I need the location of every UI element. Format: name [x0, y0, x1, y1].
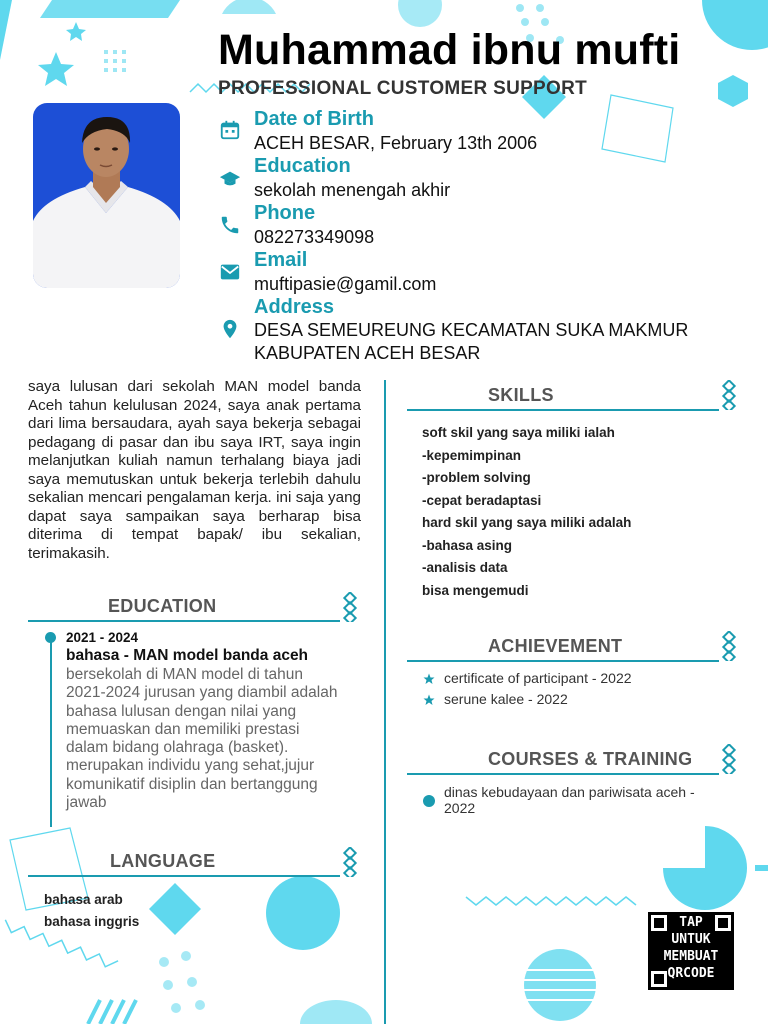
education-school: bahasa - MAN model banda aceh [66, 647, 309, 664]
achievement-item: serune kalee - 2022 [444, 691, 568, 707]
achievement-item: certificate of participant - 2022 [444, 670, 632, 686]
language-section-underline [28, 875, 340, 877]
address-line-2: KABUPATEN ACEH BESAR [254, 343, 481, 363]
skill-item: -kepemimpinan [422, 447, 522, 463]
skill-item: -cepat beradaptasi [422, 492, 542, 508]
qr-text-line: TAP [679, 915, 703, 930]
mail-icon [219, 261, 241, 288]
ornament-icon [339, 592, 363, 627]
skill-item: -analisis data [422, 560, 508, 575]
job-title: PROFESSIONAL CUSTOMER SUPPORT [218, 78, 588, 99]
star-icon [423, 672, 435, 690]
skill-item: -bahasa asing [422, 537, 513, 553]
qr-text-line: QRCODE [667, 966, 715, 981]
qr-text-line: MEMBUAT [663, 949, 719, 964]
star-icon [423, 693, 435, 711]
calendar-icon [219, 119, 241, 146]
email-value: muftipasie@gamil.com [254, 274, 437, 294]
skill-item: -problem solving [422, 470, 531, 485]
education-section-title: EDUCATION [108, 596, 217, 616]
profile-photo [33, 103, 180, 288]
courses-section-underline [407, 773, 719, 775]
email-label: Email [254, 249, 308, 271]
skill-item: bisa mengemudi [422, 582, 529, 598]
education-section-underline [28, 620, 340, 622]
address-label: Address [254, 296, 335, 318]
education-years: 2021 - 2024 [66, 630, 139, 645]
phone-label: Phone [254, 202, 316, 224]
course-bullet [423, 795, 435, 807]
about-paragraph: saya lulusan dari sekolah MAN model banda Aceh tahun kelulusan 2024, saya anak pertama dari lima bersaudara, ayah saya bekerja sebagai pedagang di pasar dan ibu saya IRT, saya ingin melanjutkan kuliah namun terhalang biaya jadi saya memutuskan untuk bekerja terlebih dahulu sekalian mencari pengalaman kerja. ini saja yang dapat saya sampaikan saya berharap bisa diterima di tempat bapak/ ibu sekalian, terimakasih. [28, 378, 361, 562]
dob-value: ACEH BESAR, February 13th 2006 [254, 133, 538, 153]
qr-code-badge[interactable] [648, 912, 734, 990]
language-section-title: LANGUAGE [110, 851, 216, 871]
dob-label: Date of Birth [254, 108, 374, 130]
ornament-icon [718, 380, 742, 415]
education-value: sekolah menengah akhir [254, 180, 451, 200]
skills-section-title: SKILLS [488, 385, 554, 405]
skills-section-underline [407, 409, 719, 411]
skill-item: hard skil yang saya miliki adalah [422, 515, 632, 530]
ornament-icon [339, 847, 363, 882]
skills-list [422, 422, 631, 602]
ornament-icon [718, 631, 742, 666]
graduation-cap-icon [219, 168, 241, 195]
course-item-line-1: dinas kebudayaan dan pariwisata aceh - [444, 784, 695, 800]
achievement-section-title: ACHIEVEMENT [488, 636, 623, 656]
qr-text-line: UNTUK [671, 932, 711, 947]
courses-section-title: COURSES & TRAINING [488, 749, 693, 769]
location-pin-icon [219, 318, 241, 345]
ornament-icon [718, 744, 742, 779]
skill-item: soft skil yang saya miliki ialah [422, 425, 615, 440]
achievement-section-underline [407, 660, 719, 662]
education-label: Education [254, 155, 351, 177]
phone-icon [219, 214, 241, 241]
language-item: bahasa inggris [44, 914, 140, 929]
address-line-1: DESA SEMEUREUNG KECAMATAN SUKA MAKMUR [254, 320, 689, 340]
course-item-line-2: 2022 [444, 800, 476, 816]
person-name: Muhammad ibnu mufti [218, 26, 681, 74]
timeline-line [50, 637, 52, 827]
phone-value: 082273349098 [254, 227, 375, 247]
education-description: bersekolah di MAN model di tahun 2021-2024 jurusan yang diambil adalah bahasa lulusan dengan nilai yang memuaskan dan memiliki prestasi dalam bidang olahraga (basket). merupakan individu yang sehat,jujur komunikatif disiplin dan bertanggung jawab [66, 666, 338, 812]
language-item: bahasa arab [44, 892, 123, 907]
timeline-dot [45, 632, 56, 643]
